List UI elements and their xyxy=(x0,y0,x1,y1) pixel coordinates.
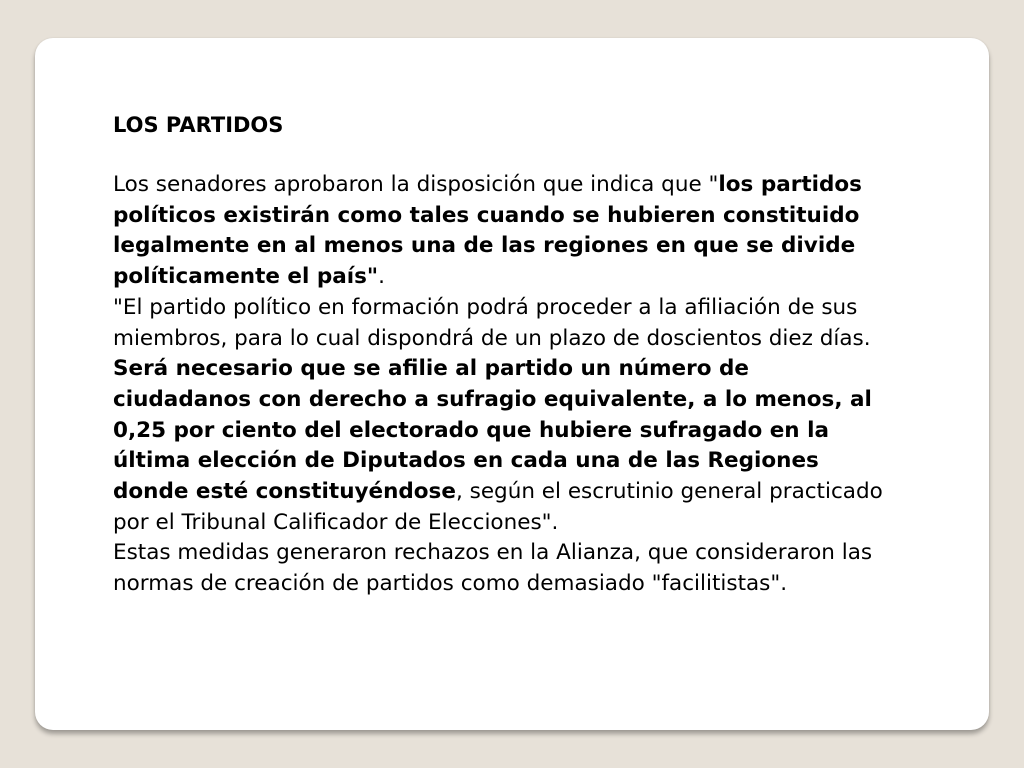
paragraph-party-formation xyxy=(113,293,885,539)
text-segment: Los senadores aprobaron la disposición que indica que " xyxy=(113,172,719,197)
text-segment-bold: Será necesario que se afilie al partido un número de ciudadanos con derecho a sufragio equivalente, a lo menos, al 0,25 por ciento del electorado que hubiere sufragado en la última elección de Diputados en cada una de las Regiones donde esté constituyéndose xyxy=(113,356,872,505)
text-segment: "El partido político en formación podrá proceder a la afiliación de sus miembros, para lo cual dispondrá de un plazo de doscientos diez días. xyxy=(113,294,871,351)
paragraph-senators-provision xyxy=(113,170,885,293)
slide-title: LOS PARTIDOS xyxy=(113,113,284,137)
text-segment: Estas medidas generaron rechazos en la Alianza, que consideraron las normas de creación de partidos como demasiado "facilitistas". xyxy=(113,540,873,597)
text-segment: , según el escrutinio general practicado por el Tribunal Calificador de Elecciones". xyxy=(113,479,883,535)
slide-content xyxy=(113,110,885,600)
paragraph-alianza-reaction xyxy=(113,538,885,599)
text-segment: . xyxy=(378,264,385,290)
text-segment-bold: los partidos políticos existirán como tales cuando se hubieren constituido legalmente en al menos una de las regiones en que se divide políticamente el país" xyxy=(113,172,862,290)
